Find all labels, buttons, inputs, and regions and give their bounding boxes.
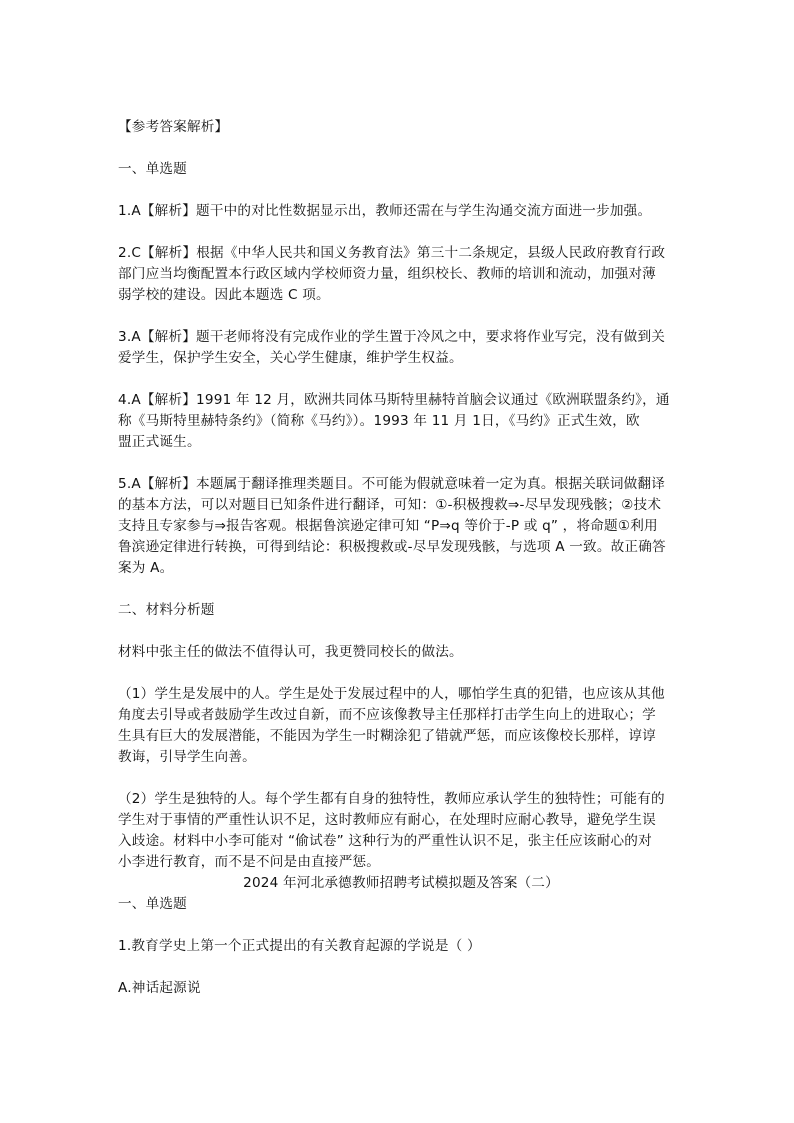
text-line: 盟正式诞生。 xyxy=(118,434,201,450)
text-line: 角度去引导或者鼓励学生改过自新，而不应该像教导主任那样打击学生向上的进取心；学 xyxy=(118,707,656,723)
section-title: 一、单选题 xyxy=(118,896,187,912)
text-line: 生具有巨大的发展潜能，不能因为学生一时糊涂犯了错就严惩，而应该像校长那样，谆谆 xyxy=(118,728,656,744)
text-line: 入歧途。材料中小李可能对 “偷试卷” 这种行为的严重性认识不足，张主任应该耐心的对 xyxy=(118,833,652,849)
analysis-point-2 xyxy=(118,789,684,873)
text-line: 弱学校的建设。因此本题选 C 项。 xyxy=(118,287,330,303)
analysis-intro xyxy=(118,642,684,663)
text-line: 1.A【解析】题干中的对比性数据显示出，教师还需在与学生沟通交流方面进一步加强。 xyxy=(118,203,652,219)
answer-5 xyxy=(118,474,684,579)
answer-3 xyxy=(118,327,684,369)
text-line: 爱学生，保护学生安全，关心学生健康，维护学生权益。 xyxy=(118,350,463,366)
text-line: 学生对于事情的严重性认识不足，这时教师应有耐心，在处理时应耐心教导，避免学生误 xyxy=(118,812,656,828)
text-line: （2）学生是独特的人。每个学生都有自身的独特性，教师应承认学生的独特性；可能有的 xyxy=(118,791,665,807)
text-line: 支持且专家参与⇒报告客观。根据鲁滨逊定律可知 “P⇒q 等价于-P 或 q” ，将命题①利用 xyxy=(118,518,658,534)
section-title: 二、材料分析题 xyxy=(118,602,215,618)
answer-2 xyxy=(118,243,684,306)
text-line: 2.C【解析】根据《中华人民共和国义务教育法》第三十二条规定，县级人民政府教育行政 xyxy=(118,245,666,261)
section-title: 一、单选题 xyxy=(118,161,187,177)
text-line: 部门应当均衡配置本行政区域内学校师资力量，组织校长、教师的培训和流动，加强对薄 xyxy=(118,266,656,282)
question-1-option-a: A.神话起源说 xyxy=(118,980,201,996)
answer-heading: 【参考答案解析】 xyxy=(118,119,229,135)
text-line: 鲁滨逊定律进行转换，可得到结论：积极搜救或-尽早发现残骸，与选项 A 一致。故正确答 xyxy=(118,539,666,555)
text-line: 教诲，引导学生向善。 xyxy=(118,749,256,765)
answer-4 xyxy=(118,390,684,453)
question-1: 1.教育学史上第一个正式提出的有关教育起源的学说是（ ） xyxy=(118,938,481,954)
text-line: 3.A【解析】题干老师将没有完成作业的学生置于冷风之中，要求将作业写完，没有做到关 xyxy=(118,329,666,345)
text-line: 4.A【解析】1991 年 12 月，欧洲共同体马斯特里赫特首脑会议通过《欧洲联盟条约》，通 xyxy=(118,392,670,408)
document-page xyxy=(118,117,684,999)
analysis-point-1 xyxy=(118,684,684,768)
text-line: 称《马斯特里赫特条约》（简称《马约》）。1993 年 11 月 1日，《马约》正式生效，欧 xyxy=(118,413,640,429)
next-exam-title: 2024 年河北承德教师招聘考试模拟题及答案（二） xyxy=(243,875,559,891)
text-line: 材料中张主任的做法不值得认可，我更赞同校长的做法。 xyxy=(118,644,463,660)
text-line: （1）学生是发展中的人。学生是处于发展过程中的人，哪怕学生真的犯错，也应该从其他 xyxy=(118,686,665,702)
text-line: 小李进行教育，而不是不问是由直接严惩。 xyxy=(118,854,381,870)
answer-1 xyxy=(118,201,684,222)
text-line: 案为 A。 xyxy=(118,560,174,576)
text-line: 的基本方法，可以对题目已知条件进行翻译，可知：①-积极搜救⇒-尽早发现残骸；②技术 xyxy=(118,497,662,513)
text-line: 5.A【解析】本题属于翻译推理类题目。不可能为假就意味着一定为真。根据关联词做翻译 xyxy=(118,476,666,492)
